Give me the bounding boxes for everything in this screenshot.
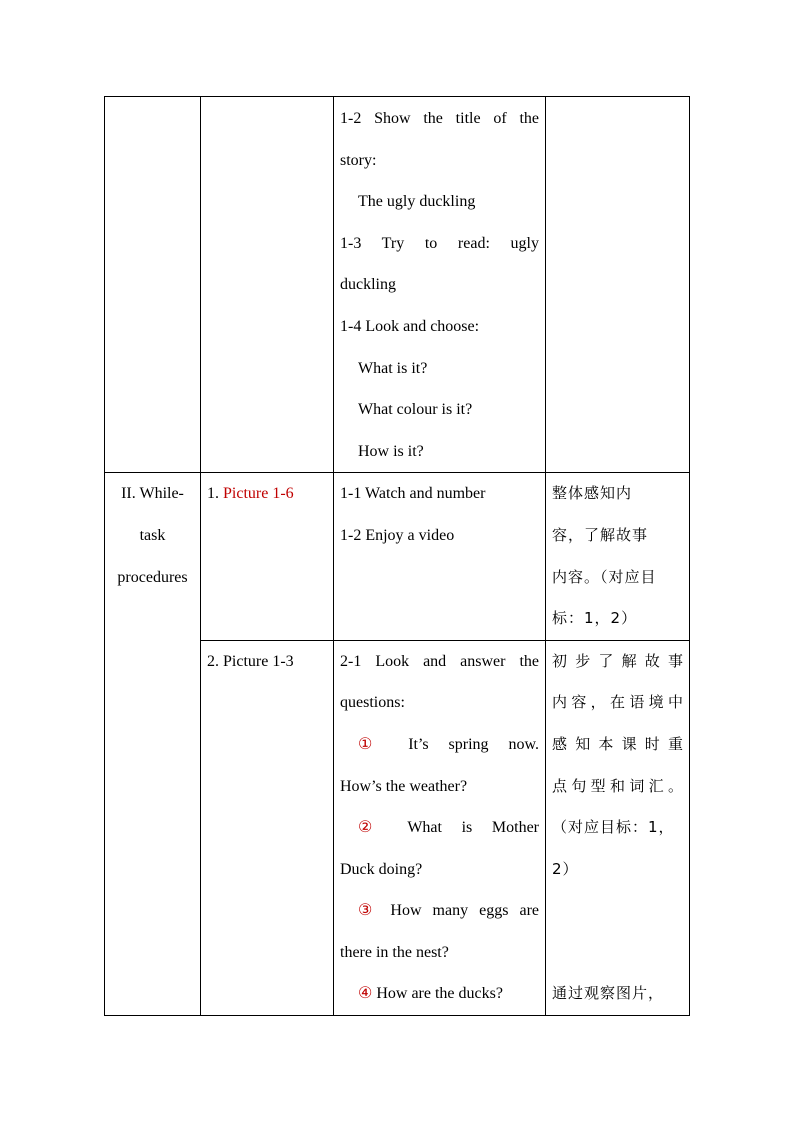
purpose-line: 通过观察图片， — [552, 984, 665, 1003]
question-cont: there in the nest? — [340, 943, 449, 961]
question-line — [340, 807, 539, 849]
step-line: The ugly duckling — [358, 193, 476, 211]
task-picture-ref: Picture 1-6 — [223, 485, 294, 503]
question-marker: ② — [358, 819, 388, 837]
question-text: It’s spring now. — [408, 735, 539, 753]
question-marker: ④ — [358, 985, 373, 1003]
step-line: duckling — [340, 276, 396, 294]
purpose-line: 初步了解故事 — [552, 651, 683, 670]
steps-cell — [334, 640, 546, 1015]
purpose-line: 内容。（对应目 — [552, 567, 657, 586]
purpose-line: 点句型和词汇。 — [552, 776, 683, 795]
purpose-cell — [546, 97, 690, 473]
task-label: 2. Picture 1-3 — [207, 652, 294, 670]
step-line: What is it? — [358, 359, 428, 377]
step-line: How is it? — [358, 442, 424, 460]
stage-cell — [105, 473, 201, 1016]
step-line: 1-2 Show the title of the — [340, 110, 539, 127]
step-line: What colour is it? — [358, 401, 473, 419]
purpose-line: （对应目标：1， — [552, 818, 675, 837]
step-line: 1-3 Try to read: ugly — [340, 234, 539, 252]
purpose-line: 感知本课时重 — [552, 734, 683, 753]
purpose-line: 容，了解故事 — [552, 525, 649, 544]
purpose-cell — [546, 473, 690, 640]
purpose-cell — [546, 640, 690, 1015]
question-cont: Duck doing? — [340, 860, 423, 878]
table-row — [105, 473, 690, 640]
purpose-line: 2） — [552, 859, 579, 878]
step-line: 1-2 Enjoy a video — [340, 526, 455, 544]
question-cont: How’s the weather? — [340, 777, 468, 795]
steps-cell — [334, 97, 546, 473]
purpose-line: 整体感知内 — [552, 484, 633, 503]
step-line: story: — [340, 151, 377, 169]
stage-label: II. While- — [121, 485, 184, 503]
step-line: 1-1 Watch and number — [340, 485, 486, 503]
purpose-line: 内容，在语境中 — [552, 693, 683, 712]
question-line — [340, 890, 539, 932]
lesson-plan-table — [104, 96, 690, 1016]
stage-label: task — [139, 526, 166, 544]
stage-cell — [105, 97, 201, 473]
task-cell — [201, 97, 334, 473]
step-line: 1-4 Look and choose: — [340, 317, 480, 335]
table-row — [105, 97, 690, 473]
step-line: questions: — [340, 694, 405, 712]
question-text: What is Mother — [407, 819, 540, 837]
question-text: How many eggs are — [390, 902, 540, 920]
purpose-line — [552, 890, 683, 932]
task-number: 1. — [207, 485, 223, 503]
task-cell — [201, 640, 334, 1015]
stage-label: procedures — [117, 568, 188, 586]
question-line — [340, 973, 539, 1015]
question-text: How are the ducks? — [376, 985, 503, 1003]
question-line — [340, 724, 539, 766]
purpose-line: 标：1，2） — [552, 609, 638, 628]
step-line: 2-1 Look and answer the — [340, 652, 539, 670]
task-cell — [201, 473, 334, 640]
steps-cell — [334, 473, 546, 640]
question-marker: ① — [358, 735, 389, 753]
question-marker: ③ — [358, 902, 380, 920]
purpose-line — [552, 932, 683, 974]
